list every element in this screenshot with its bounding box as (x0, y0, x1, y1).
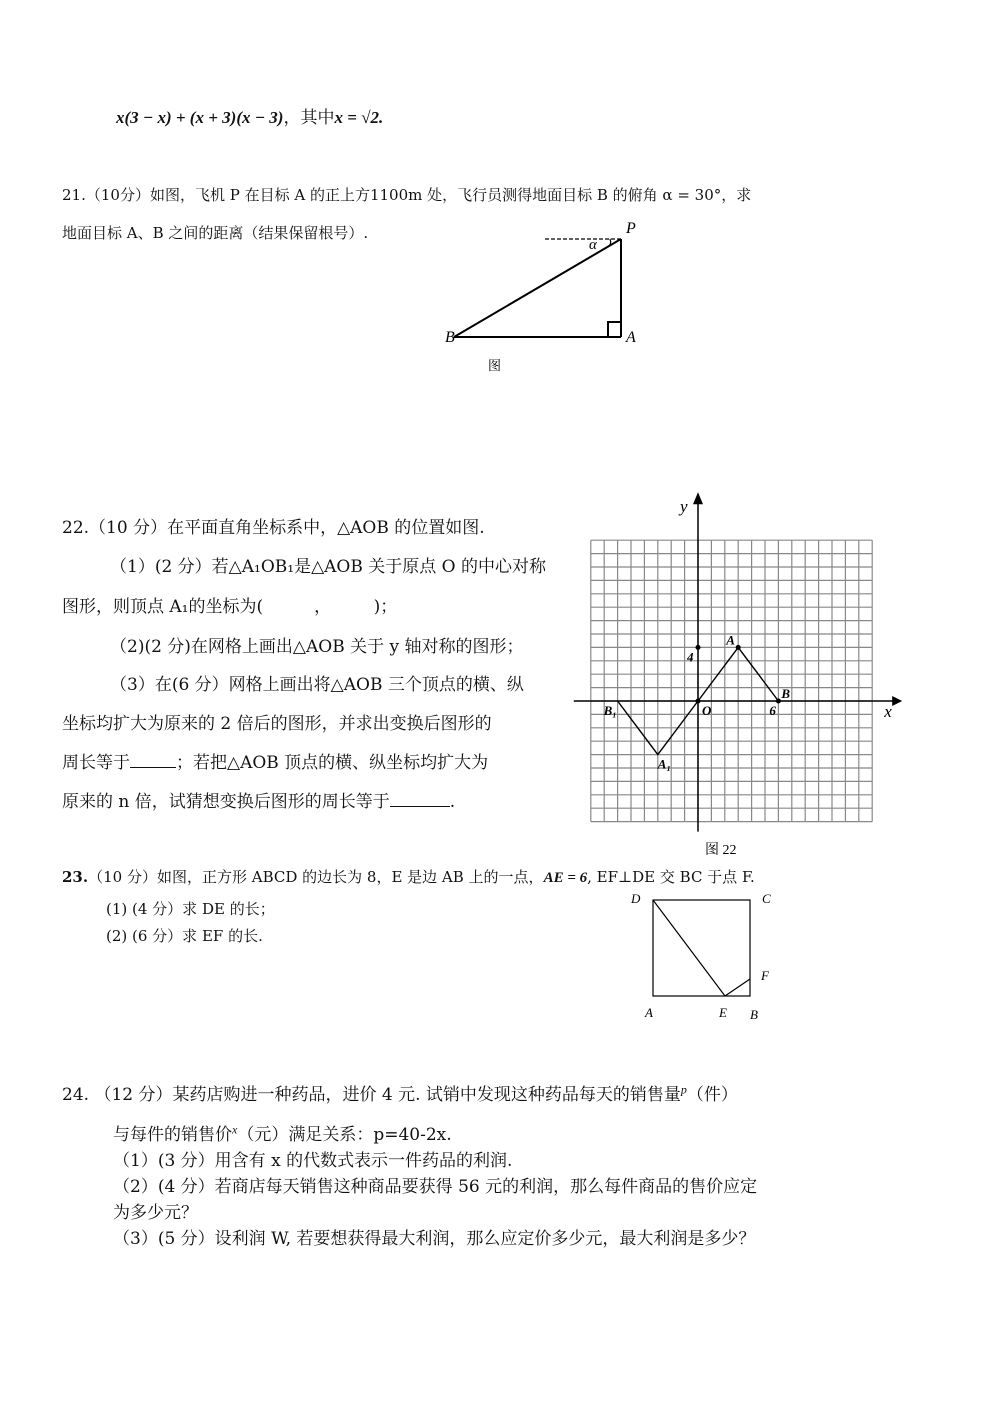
q24-sub1: （1）(3 分）用含有 x 的代数式表示一件药品的利润. (113, 1151, 513, 1171)
q22-line6: 坐标均扩大为原来的 2 倍后的图形，并求出变换后图形的 (62, 714, 492, 734)
label-B: B (750, 1007, 758, 1022)
q23-math: AE = 6 (543, 870, 588, 886)
q21-figure (440, 218, 660, 378)
q20-condition-prefix: ，其中 (283, 108, 335, 128)
label-D: D (631, 891, 641, 906)
y-axis-arrow-icon (693, 492, 703, 504)
q22-coordinate-grid (570, 485, 910, 865)
q22-line4: （2)(2 分)在网格上画出△AOB 关于 y 轴对称的图形； (110, 637, 524, 657)
q22-line7 (62, 748, 488, 773)
q24-line2a: 与每件的销售价 (113, 1125, 232, 1145)
tick-point-y4 (696, 645, 701, 650)
q23-sub2: (2) (6 分）求 EF 的长. (106, 927, 263, 945)
q22-line7a: 周长等于 (62, 753, 130, 773)
right-angle-mark (608, 322, 621, 337)
q24-sub2a: （2）(4 分）若商店每天销售这种商品要获得 56 元的利润，那么每件商品的售价应定 (113, 1177, 758, 1197)
q22-line8b: . (449, 792, 456, 812)
point-A (736, 645, 741, 650)
q20-condition: x = √2. (334, 108, 384, 127)
q22-line3: 图形，则顶点 A₁的坐标为( ， )； (62, 597, 398, 617)
answer-blank-perimeter-nx[interactable] (390, 792, 450, 807)
q20-expression: x(3 − x) + (x + 3)(x − 3) (116, 108, 284, 127)
point-O (696, 699, 701, 704)
label-P: P (626, 220, 636, 237)
label-B: B (781, 686, 791, 701)
answer-blank-perimeter-2x[interactable] (130, 753, 176, 768)
q23-tail: , EF⊥DE 交 BC 于点 F. (587, 868, 755, 886)
q23-square-figure (620, 880, 790, 1025)
label-A: A (726, 632, 735, 648)
label-F: F (761, 968, 769, 983)
q21-line1: 21.（10分）如图，飞机 P 在目标 A 的正上方1100m 处，飞行员测得地面目标 B 的俯角 α = 30°，求 (62, 186, 752, 204)
q24-line1 (62, 1080, 738, 1105)
q24-line2 (113, 1120, 452, 1145)
point-B (776, 699, 781, 704)
grid-lines (591, 540, 872, 821)
q22-line8 (62, 787, 455, 812)
q22-line5: （3）在(6 分）网格上画出将△AOB 三个顶点的横、纵 (110, 675, 524, 695)
q22-line1: 22.（10 分）在平面直角坐标系中，△AOB 的位置如图. (62, 518, 485, 538)
square-ABCD (653, 900, 750, 996)
label-alpha: α (589, 237, 597, 253)
tick-label-y4: 4 (687, 649, 694, 665)
label-O: O (702, 703, 712, 718)
tick-label-x6: 6 (769, 703, 776, 718)
q22-line2: （1）(2 分）若△A₁OB₁是△AOB 关于原点 O 的中心对称 (110, 557, 547, 577)
q24-sub3: （3）(5 分）设利润 W, 若要想获得最大利润，那么应定价多少元，最大利润是多少？ (113, 1229, 756, 1249)
q24-text: 24. （12 分）某药店购进一种药品，进价 4 元. 试销中发现这种药品每天的销售量 (62, 1085, 681, 1105)
label-A: A (645, 1005, 653, 1020)
figure-caption: 图 22 (705, 843, 737, 858)
label-E: E (719, 1005, 727, 1020)
label-A: A (626, 329, 636, 346)
x-axis-label: x (884, 702, 892, 721)
label-B₁: B₁ (603, 703, 617, 718)
q24-var-x: x (232, 1122, 238, 1137)
q24-var-p: p (680, 1082, 687, 1097)
figure-caption: 图 (488, 358, 502, 373)
label-A₁: A₁ (657, 756, 672, 772)
q23-number: 23. (62, 868, 89, 886)
segment-DE (653, 900, 725, 996)
segment-EF (725, 979, 750, 996)
q24-tail: （件） (686, 1085, 738, 1105)
q20-expression-line (116, 103, 383, 128)
x-axis-arrow-icon (892, 696, 902, 706)
q23-sub1: (1) (4 分）求 DE 的长； (106, 900, 275, 918)
label-C: C (762, 891, 771, 906)
y-axis-label: y (680, 497, 688, 517)
segment-BP (454, 239, 621, 337)
q24-sub2b: 为多少元？ (113, 1203, 198, 1223)
q23-text: （10 分）如图，正方形 ABCD 的边长为 8，E 是边 AB 上的一点， (88, 868, 544, 886)
label-B: B (445, 329, 455, 346)
q24-line2b: （元）满足关系：p=40-2x. (237, 1125, 452, 1145)
q22-line7b: ；若把△AOB 顶点的横、纵坐标均扩大为 (176, 753, 489, 773)
q21-line2: 地面目标 A、B 之间的距离（结果保留根号）. (62, 224, 369, 242)
q22-line8a: 原来的 n 倍，试猜想变换后图形的周长等于 (62, 792, 390, 812)
